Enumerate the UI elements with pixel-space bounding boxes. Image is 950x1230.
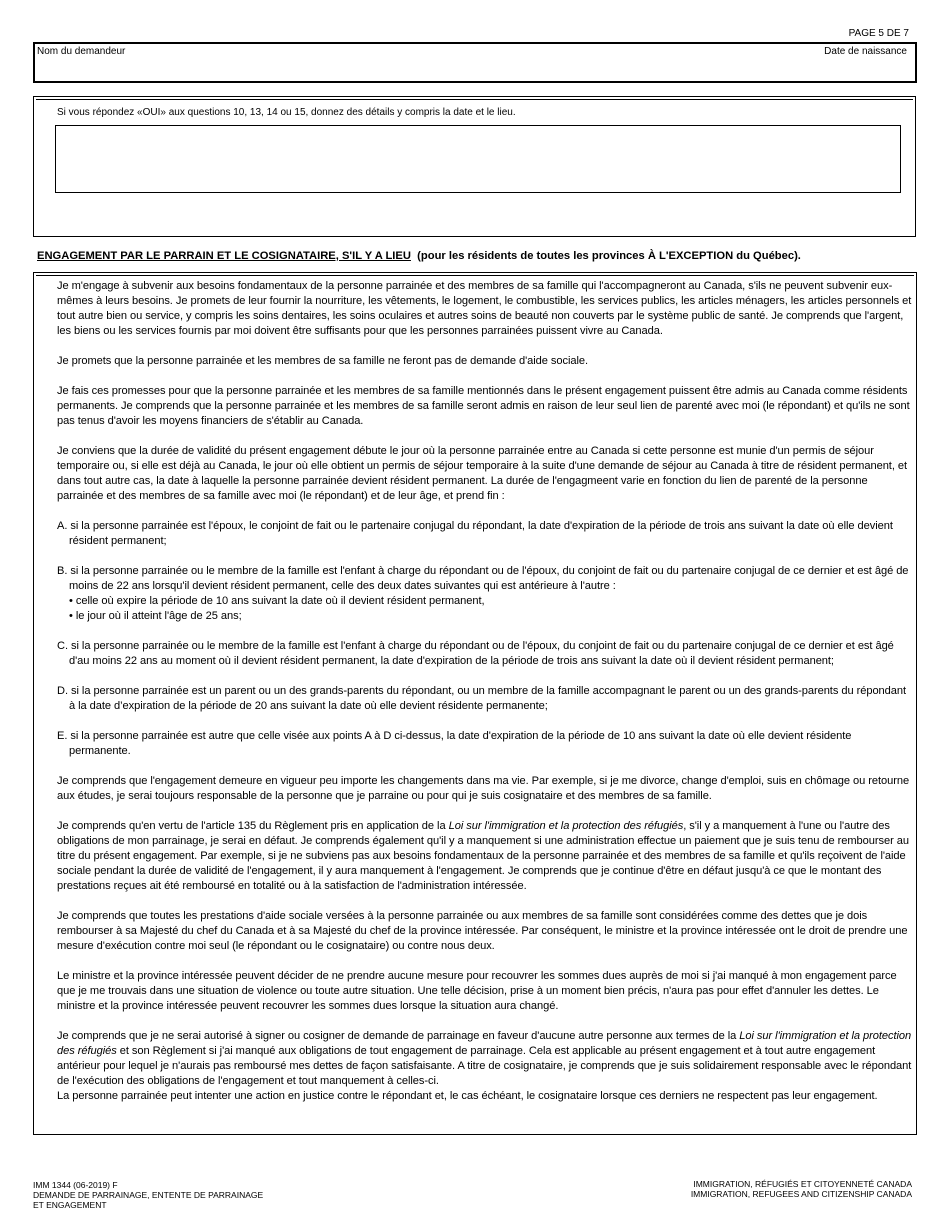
list-item-b-bullet-1: • celle où expire la période de 10 ans suivant la date où il devient résident permanent, <box>69 595 485 607</box>
undertaking-body <box>33 272 917 1135</box>
act-title-italic-2: Loi sur l'immigration et la protection des réfugiés <box>57 1030 912 1057</box>
list-item-e: E. si la personne parrainée est autre que celle visée aux points A à D ci-dessus, la date d'expiration de la période de 10 ans suivant la date où elle devient résidente permanente. <box>57 730 852 757</box>
undertaking-heading <box>37 250 801 262</box>
act-title-italic: Loi sur l'immigration et la protection des réfugiés <box>448 820 684 832</box>
paragraph-no-social-assistance: Je promets que la personne parrainée et les membres de sa famille ne feront pas de demande d'aide sociale. <box>57 355 589 367</box>
paragraph-ineligibility-start: Je comprends que je ne serai autorisé à signer ou cosigner de demande de parrainage en faveur d'aucune autre personne aux termes de la <box>57 1030 740 1042</box>
paragraph-ineligibility-end: et son Règlement si j'ai manqué aux obligations de tout engagement de parrainage. Cela est applicable au présent engagement et à tout autre engagement antérieur pour lequel je n'aurais pas remboursé mes dettes de façon satisfaisante. A titre de cosignataire, je comprends que je suis solidairement responsable avec le répondant de l'exécution des obligations de l'engagement et tout manquement à celles-ci. <box>57 1045 912 1087</box>
form-title-line-2: ET ENGAGEMENT <box>33 1200 107 1210</box>
details-divider <box>36 99 913 100</box>
footer-department <box>691 1179 912 1199</box>
paragraph-duration: Je conviens que la durée de validité du présent engagement débute le jour où la personne parrainée entre au Canada si cette personne est munie d'un permis de séjour temporaire ou, si elle est déjà au Canada, le jour où elle obtient un permis de séjour temporaire à la suite d'une demande de séjour au Canada à titre de résident permanent, et dans tout autre cas, la date à laquelle la personne parrainée devient résident permanent. La durée de l'engagmeent varie en fonction du lien de parenté de la personne parrainée et des membres de sa famille avec moi (le répondant) et de leur âge, et prend fin : <box>57 445 908 502</box>
applicant-header-box <box>33 42 917 83</box>
list-item-b: B. si la personne parrainée ou le membre de la famille est l'enfant à charge du répondant ou de l'époux, du conjoint de fait ou du partenaire conjugal de ce dernier et est âgé de moins de 22 ans lorsqu'il devient résident permanent, celle des deux dates suivantes qui est antérieure à l'autre : <box>57 565 909 592</box>
applicant-name-label: Nom du demandeur <box>37 46 126 57</box>
details-answer-field[interactable] <box>55 125 901 193</box>
details-prompt: Si vous répondez «OUI» aux questions 10, 13, 14 ou 15, donnez des détails y compris la date et le lieu. <box>57 107 516 118</box>
paragraph-default-start: Je comprends qu'en vertu de l'article 135 du Règlement pris en application de la <box>57 820 449 832</box>
list-item-c: C. si la personne parrainée ou le membre de la famille est l'enfant à charge du répondant ou de l'époux, du conjoint de fait ou du partenaire conjugal de ce dernier et est âgé d'au moins 22 ans au moment où il devient résident permanent, la date d'expiration de la période de trois ans suivant la date où il devient résident permanent; <box>57 640 894 667</box>
details-section <box>33 96 916 237</box>
undertaking-divider <box>36 275 914 276</box>
paragraph-default-end: , s'il y a manquement à l'une ou l'autre des obligations de mon parrainage, je serai en défaut. Je comprends également qu'il y a manquement si une administration effectue un paiement que je suis tenu de rembourser au titre du présent engagement. Par exemple, si je ne subviens pas aux besoins fondamentaux de la personne parrainée et des membres de sa famille et qu'ils reçoivent de l'aide sociale pendant la durée de validité de l'engagement, il y aura manquement à l'engagement. Je comprends que je continue d'être en défaut jusqu'à ce que le montant des prestations reçues ait été remboursé en totalité ou à la satisfaction de l'administration intéressée. <box>57 820 909 892</box>
paragraph-life-changes: Je comprends que l'engagement demeure en vigueur peu importe les changements dans ma vie. Par exemple, si je me divorce, change d'emploi, suis en chômage ou retourne aux études, je serai toujours responsable de la personne que je parraine ou pour qui je suis cosignataire et des membres de sa famille. <box>57 775 910 802</box>
department-name-fr: IMMIGRATION, RÉFUGIÉS ET CITOYENNETÉ CANADA <box>693 1179 912 1189</box>
form-code: IMM 1344 (06-2019) F <box>33 1180 118 1190</box>
form-title-line-1: DEMANDE DE PARRAINAGE, ENTENTE DE PARRAINAGE <box>33 1190 264 1200</box>
undertaking-heading-title: ENGAGEMENT PAR LE PARRAIN ET LE COSIGNATAIRE, S'IL Y A LIEU <box>37 250 411 262</box>
list-item-b-bullet-2: • le jour où il atteint l'âge de 25 ans; <box>69 610 242 622</box>
list-item-a: A. si la personne parrainée est l'époux, le conjoint de fait ou le partenaire conjugal du répondant, la date d'expiration de la période de trois ans suivant la date où elle devient résident permanent; <box>57 520 893 547</box>
paragraph-debts: Je comprends que toutes les prestations d'aide sociale versées à la personne parrainée ou aux membres de sa famille sont considérées comme des dettes que je dois rembourser à sa Majesté du chef du Canada et à sa Majesté du chef de la province intéressée. Par conséquent, le ministre et la province intéressée ont le droit de prendre une mesure d'exécution contre moi seul (le répondant ou le cosignataire) ou contre nous deux. <box>57 910 908 952</box>
list-item-d: D. si la personne parrainée est un parent ou un des grands-parents du répondant, ou un membre de la famille accompagnant le parent ou un des grands-parents du répondant à la date d’expiration de la période de 20 ans suivant la date où elle devient résidente permanente; <box>57 685 907 712</box>
paragraph-legal-action: La personne parrainée peut intenter une action en justice contre le répondant et, le cas échéant, le cosignataire lorsque ces derniers ne respectent pas leur engagement. <box>57 1090 878 1102</box>
department-name-en: IMMIGRATION, REFUGEES AND CITIZENSHIP CANADA <box>690 1189 912 1199</box>
paragraph-recovery: Le ministre et la province intéressée peuvent décider de ne prendre aucune mesure pour recouvrer les sommes dues auprès de moi si j'ai manqué à mon engagement parce que je me trouvais dans une situation de violence ou toute autre situation. Une telle décision, prise à un moment bien précis, n'aura pas pour effet d'annuler les dettes. Le ministre et la province intéressée peuvent recouvrer les sommes dues lorsque la situation aura changé. <box>57 970 897 1012</box>
paragraph-basic-needs: Je m'engage à subvenir aux besoins fondamentaux de la personne parrainée et des membres de sa famille qui l'accompagneront au Canada, s'ils ne peuvent subvenir eux-mêmes à leurs besoins. Je promets de leur fournir la nourriture, les vêtements, le logement, le combustible, les services publics, les articles ménagers, les articles personnels et tout autre bien ou service, y compris les soins dentaires, les soins oculaires et autres soins de beauté non couverts par le système public de santé. Je comprends que l'argent, les biens ou les services fournis par moi doivent être suffisants pour que les personnes parrainées puissent vivre au Canada. <box>57 280 912 337</box>
birth-date-label: Date de naissance <box>824 46 907 57</box>
undertaking-text <box>57 279 912 1104</box>
paragraph-default <box>57 819 912 894</box>
undertaking-heading-scope: (pour les résidents de toutes les provinces À L'EXCEPTION du Québec). <box>410 250 801 262</box>
paragraph-purpose: Je fais ces promesses pour que la personne parrainée et les membres de sa famille mentionnés dans le présent engagement puissent être admis au Canada comme résidents permanents. Je comprends que la personne parrainée et les membres de sa famille seront admis en raison de leur seul lien de parenté avec moi (le répondant) et qu'ils ne sont pas tenus d'avoir les moyens financiers de s'établir au Canada. <box>57 385 910 427</box>
paragraph-ineligibility <box>57 1029 912 1089</box>
list-item-b-bullets <box>57 594 912 624</box>
page-number: PAGE 5 DE 7 <box>848 28 909 39</box>
footer-form-info <box>33 1180 263 1210</box>
